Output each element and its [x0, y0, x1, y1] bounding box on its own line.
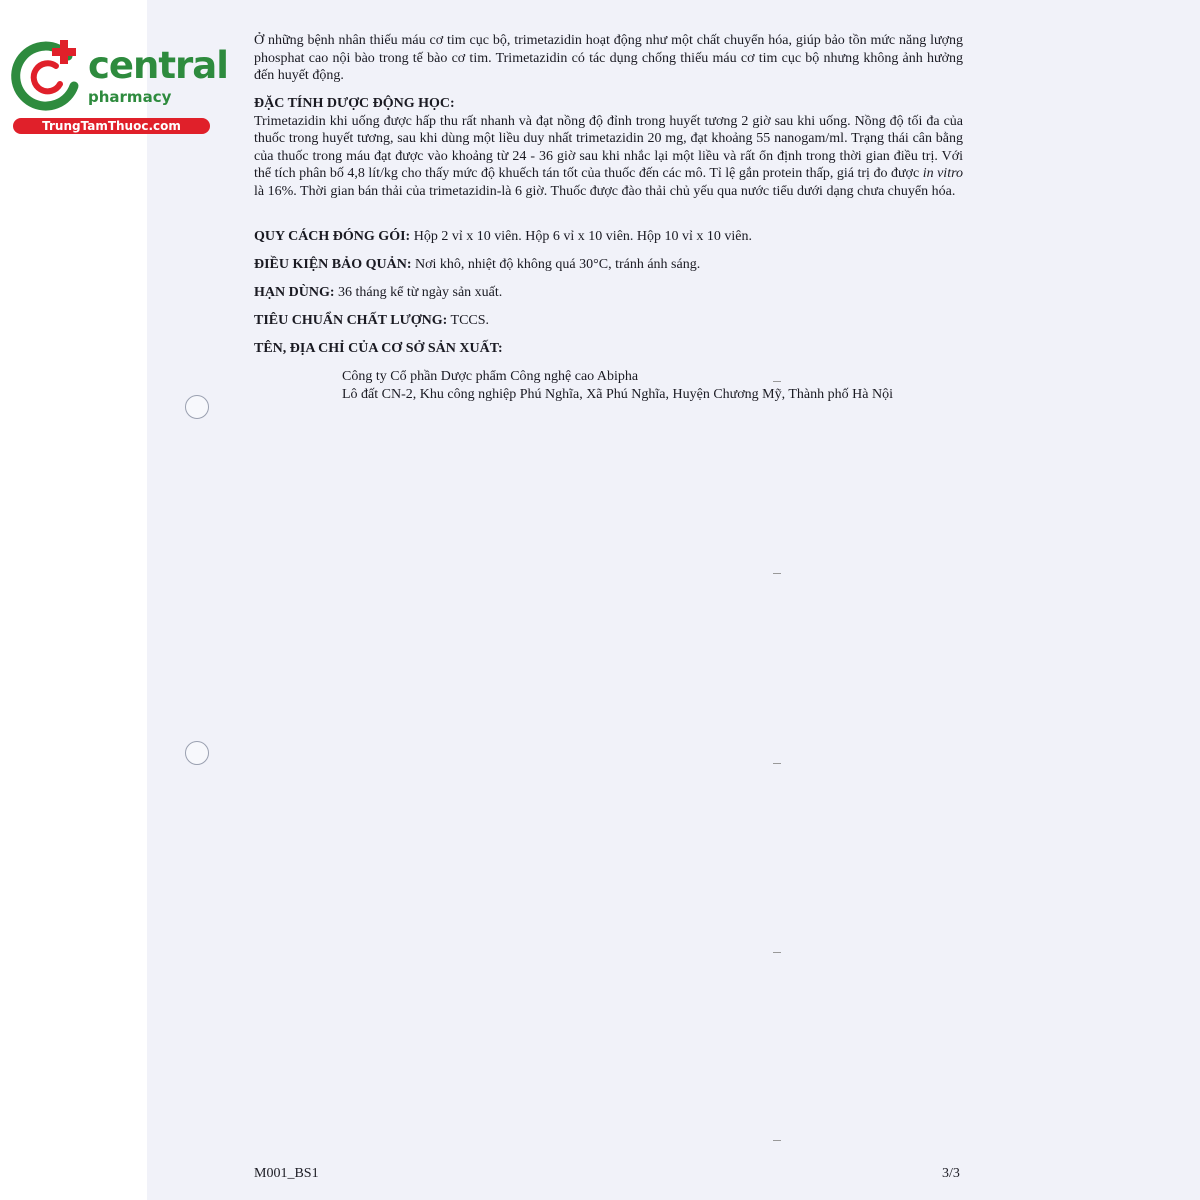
manufacturer-address: Lô đất CN-2, Khu công nghiệp Phú Nghĩa, Xã Phú Nghĩa, Huyện Chương Mỹ, Thành phố Hà Nội [342, 386, 893, 402]
section-value: Hộp 2 vỉ x 10 viên. Hộp 6 vỉ x 10 viên. Hộp 10 vỉ x 10 viên. [410, 229, 753, 244]
section-label: QUY CÁCH ĐÓNG GÓI: [254, 229, 411, 244]
pk-italic: in vitro [922, 166, 964, 182]
scan-mark [773, 573, 781, 574]
pk-text-part: là 16%. Thời gian bán thải của trimetazidin-là 6 giờ. Thuốc được đào thải chủ yếu qua nước tiểu dưới dạng chưa chuyển hóa. [254, 183, 956, 199]
manufacturer-name: Công ty Cổ phần Dược phẩm Công nghệ cao Abipha [342, 369, 639, 384]
document-code: M001_BS1 [254, 1166, 319, 1181]
manufacturer-block [342, 368, 893, 403]
section-value: 36 tháng kể từ ngày sản xuất. [334, 285, 503, 300]
manufacturer-heading-row [254, 341, 503, 357]
section-label: TÊN, ĐỊA CHỈ CỦA CƠ SỞ SẢN XUẤT: [254, 341, 503, 356]
scan-mark [773, 381, 781, 382]
scan-mark [773, 952, 781, 953]
pharmacokinetics-heading: ĐẶC TÍNH DƯỢC ĐỘNG HỌC: [254, 96, 455, 111]
section-label: HẠN DÙNG: [254, 285, 335, 300]
shelf-life-row [254, 285, 502, 301]
section-label: ĐIỀU KIỆN BẢO QUẢN: [254, 257, 412, 272]
central-pharmacy-logo [10, 36, 228, 136]
section-label: TIÊU CHUẨN CHẤT LƯỢNG: [254, 313, 448, 328]
scan-mark [773, 1140, 781, 1141]
quality-standard-row [254, 313, 489, 329]
pharmacy-cross-icon [10, 36, 86, 112]
packaging-row [254, 229, 752, 245]
pharmacokinetics-text [254, 113, 963, 201]
section-value: Nơi khô, nhiệt độ không quá 30°C, tránh ánh sáng. [411, 257, 701, 272]
storage-row [254, 257, 700, 273]
logo-brand: central [88, 44, 228, 87]
scan-mark [773, 763, 781, 764]
logo-subtitle: pharmacy [88, 88, 172, 106]
logo-website: TrungTamThuoc.com [13, 118, 210, 134]
intro-paragraph: Ở những bệnh nhân thiếu máu cơ tim cục bộ, trimetazidin hoạt động như một chất chuyển hóa, giúp bảo tồn mức năng lượng phosphat cao nội bào trong tế bào cơ tim. Trimetazidin có tác dụng chống thiếu máu cơ tim cục bộ nhưng không ảnh hưởng đến huyết động. [254, 33, 963, 84]
punch-hole [185, 741, 209, 765]
section-value: TCCS. [447, 313, 490, 328]
pk-text-part: Trimetazidin khi uống được hấp thu rất nhanh và đạt nồng độ đỉnh trong huyết tương 2 giờ sau khi uống. Nồng độ tối đa của thuốc trong huyết tương, sau khi dùng một liều duy nhất trimetazidin 20 mg, đạt khoảng 55 nanogam/ml. Trạng thái cân bằng của thuốc trong máu đạt được vào khoảng từ 24 - 36 giờ sau khi nhắc lại một liều và rất ổn định trong thời gian điều trị. Với thể tích phân bố 4,8 lít/kg cho thấy mức độ khuếch tán tốt của thuốc đến các mô. Tỉ lệ gắn protein thấp, giá trị đo được [254, 113, 963, 182]
pharmacokinetics-section [254, 95, 963, 201]
page-number: 3/3 [942, 1166, 960, 1181]
punch-hole [185, 395, 209, 419]
